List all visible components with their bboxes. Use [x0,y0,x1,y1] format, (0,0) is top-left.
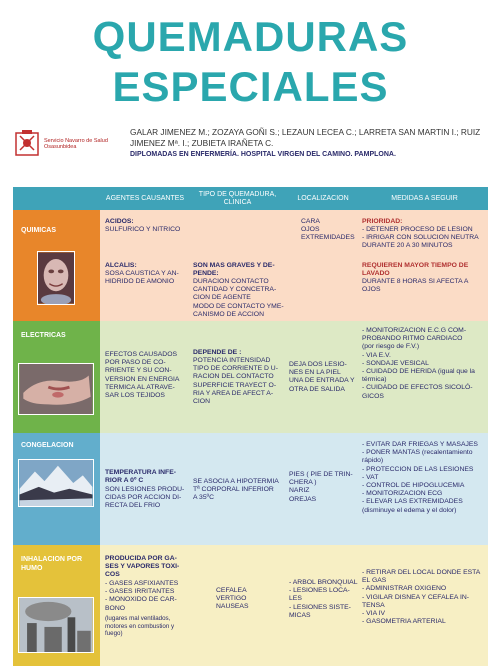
logo [12,128,122,162]
row-label: CONGELACION [21,442,74,449]
table-header [13,187,488,210]
agents-text: SON LESIONES PRODU- CIDAS POR ACCION DI- RECTA DEL FRIO [105,486,185,510]
chemical-burn-face-photo-icon [37,251,75,305]
row-side-humo [13,545,100,666]
type-text: CEFALEA VERTIGO NAUSEAS [216,587,249,611]
agents-text: - GASES ASFIXIANTES - GASES IRRITANTES - MONOXIDO DE CAR- BONO [105,580,179,612]
row-side-quimicas [13,210,100,321]
measures-text: - RETIRAR DEL LOCAL DONDE ESTA EL GAS - ADMINISTRAR OXIGENO - VIGILAR DISNEA Y CEFALEA IN- TENSA - VIA IV - GASOMETRIA ARTERIAL [362,569,481,626]
agents-title: TEMPERATURA INFE- RIOR A 0º C [105,469,176,485]
col-header-location: LOCALIZACION [297,194,349,202]
row-label: ELECTRICAS [21,332,66,339]
row-body-congelacion [100,433,488,545]
row-quimicas [13,210,488,321]
measures-text: - EVITAR DAR FRIEGAS Y MASAJES - PONER MANTAS (recalentamiento rápido) - PROTECCION DE LAS LESIONES - VAT - CONTROL DE HIPOGLUCEMIA - MONITORIZACION ECG - ELEVAR LAS EXTREMIDADES (disminuye el edema y el dolor) [362,441,478,514]
type-title: DEPENDE DE : [193,349,242,356]
title-line-1: QUEMADURAS [92,13,409,60]
agents2-text: SOSA CAUSTICA Y AN- HIDRIDO DE AMONIO [105,270,179,286]
affiliation: DIPLOMADAS EN ENFERMERÍA. HOSPITAL VIRGEN DEL CAMINO. PAMPLONA. [130,151,396,158]
measures-title: PRIORIDAD: [362,218,403,225]
agents-title: ACIDOS: [105,218,134,225]
row-congelacion [13,433,488,545]
smoke-factory-photo-icon [18,597,94,653]
row-electricas [13,321,488,433]
agents2-title: ALCALIS: [105,262,137,269]
agents-note: (lugares mal ventilados, motores en combustion y fuego) [105,615,175,638]
type-title: SON MAS GRAVES Y DE- PENDE: [193,262,275,278]
measures2-title: REQUIEREN MAYOR TIEMPO DE LAVADO [362,262,469,278]
location-text: DEJA DOS LESIO- NES EN LA PIEL UNA DE ENTRADA Y OTRA DE SALIDA [289,361,355,393]
row-label: QUIMICAS [21,227,56,234]
row-side-congelacion [13,433,100,545]
type-text: POTENCIA INTENSIDAD TIPO DE CORRIENTE D U- RACION DEL CONTACTO SUPERFICIE TRAYECT O- RIA Y AREA DE AFECT A- CION [193,357,278,406]
row-body-humo [100,545,488,666]
authors: GALAR JIMENEZ M.; ZOZAYA GOÑI S.; LEZAUN LECEA C.; LARRETA SAN MARTIN I.; RUIZ JIMENEZ Mª. I.; ZUBIETA IRAÑETA C. [130,127,481,148]
agents-title: PRODUCIDA POR GA- SES Y VAPORES TOXI- COS [105,555,180,579]
row-humo [13,545,488,666]
location-text: CARA OJOS EXTREMIDADES [301,218,355,242]
logo-text: Servicio Navarro de Salud Osasunbidea [44,138,108,150]
type-text: SE ASOCIA A HIPOTERMIA Tª CORPORAL INFERIOR A 35ºC [193,478,279,502]
col-header-agents: AGENTES CAUSANTES [105,194,185,202]
col-header-measures: MEDIDAS A SEGUIR [391,194,458,202]
location-text: - ARBOL BRONQUIAL - LESIONES LOCA- LES - LESIONES SISTE- MICAS [289,579,358,619]
type-text: DURACION CONTACTO CANTIDAD Y CONCETRA- CION DE AGENTE MODO DE CONTACTO YME- CANISMO DE ACCION [193,278,284,318]
agents-text: EFECTOS CAUSADOS POR PASO DE CO- RRIENTE Y SU CON- VERSION EN ENERGIA TERMICA AL ATRAVE- SAR LOS TEJIDOS [105,351,180,400]
burn-table [13,187,488,666]
snowy-mountains-photo-icon [18,459,94,507]
row-label: INHALACION POR HUMO [21,556,83,572]
measures-text: - DETENER PROCESO DE LESION - IRRIGAR CON SOLUCION NEUTRA DURANTE 20 A 30 MINUTOS [362,226,479,250]
col-header-type: TIPO DE QUEMADURA, CLINICA [198,190,277,206]
row-body-electricas [100,321,488,433]
location-text: PIES ( PIE DE TRIN- CHERA ) NARIZ OREJAS [289,471,353,503]
electrical-burn-hand-photo-icon [18,363,94,415]
row-body-quimicas [100,210,488,321]
row-side-electricas [13,321,100,433]
measures-text: - MONITORIZACION E.C.G COM- PROBANDO RITMO CARDIACO (por riesgo de F.V.) - VIA E.V. - SONDAJE VESICAL - CUIDADO DE HERIDA (igual que la térmica) - CUIDADO DE EFECTOS SICOLÓ- GICOS [362,327,475,400]
navarra-health-logo-icon [14,130,40,158]
title-line-2: ESPECIALES [112,63,389,110]
measures2-text: DURANTE 8 HORAS SI AFECTA A OJOS [362,278,469,294]
agents-text: SULFURICO Y NITRICO [105,226,181,233]
